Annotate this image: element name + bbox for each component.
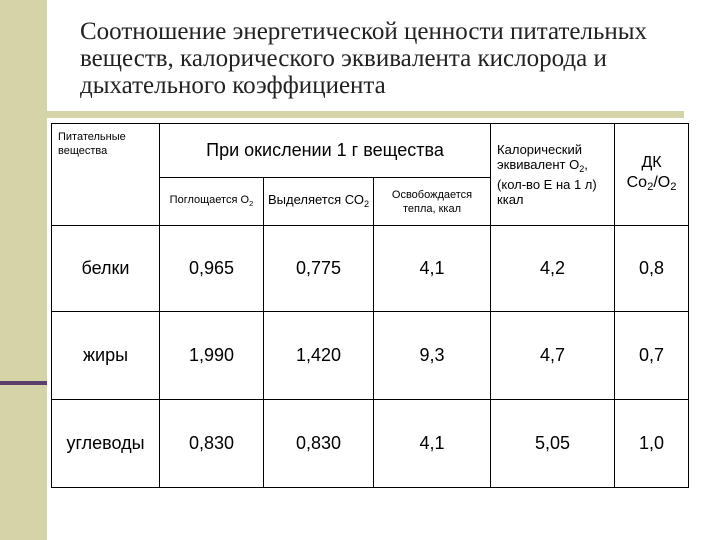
cell-dk: 0,7	[615, 312, 689, 400]
cell-heat: 4,1	[374, 400, 491, 488]
header-caloric-equivalent: Калорический эквивалент $О_2$, (кол-во Е на 1 л) ккал	[491, 124, 615, 226]
header-heat-released: Освобождается тепла, ккал	[374, 178, 491, 226]
title-divider	[47, 111, 684, 118]
cell-heat: 4,1	[374, 226, 491, 312]
cell-caloric: 5,05	[491, 400, 615, 488]
nutrient-table	[51, 123, 689, 488]
header-row-1	[52, 124, 689, 178]
header-o2-absorbed: Поглощается $О_2$	[160, 178, 264, 226]
cell-co2: 0,775	[264, 226, 374, 312]
header-substances: Питательные вещества	[52, 124, 160, 226]
cell-co2: 0,830	[264, 400, 374, 488]
row-name: углеводы	[52, 400, 160, 488]
header-respiratory-coefficient: ДК $Со_2/О_2$	[615, 124, 689, 226]
cell-dk: 0,8	[615, 226, 689, 312]
table-row	[52, 226, 689, 312]
table-row	[52, 400, 689, 488]
table-row	[52, 312, 689, 400]
cell-caloric: 4,7	[491, 312, 615, 400]
cell-heat: 9,3	[374, 312, 491, 400]
cell-o2: 0,830	[160, 400, 264, 488]
cell-co2: 1,420	[264, 312, 374, 400]
cell-o2: 0,965	[160, 226, 264, 312]
row-name: жиры	[52, 312, 160, 400]
accent-bar-notch	[0, 381, 47, 385]
row-name: белки	[52, 226, 160, 312]
header-co2-released: Выделяется $СО_2$	[264, 178, 374, 226]
cell-o2: 1,990	[160, 312, 264, 400]
left-accent-bar	[0, 0, 47, 540]
cell-dk: 1,0	[615, 400, 689, 488]
cell-caloric: 4,2	[491, 226, 615, 312]
header-oxidation-group: При окислении 1 г вещества	[160, 124, 491, 178]
slide-title: Соотношение энергетической ценности питательных веществ, калорического эквивалента кислорода и дыхательного коэффициента	[80, 18, 648, 99]
